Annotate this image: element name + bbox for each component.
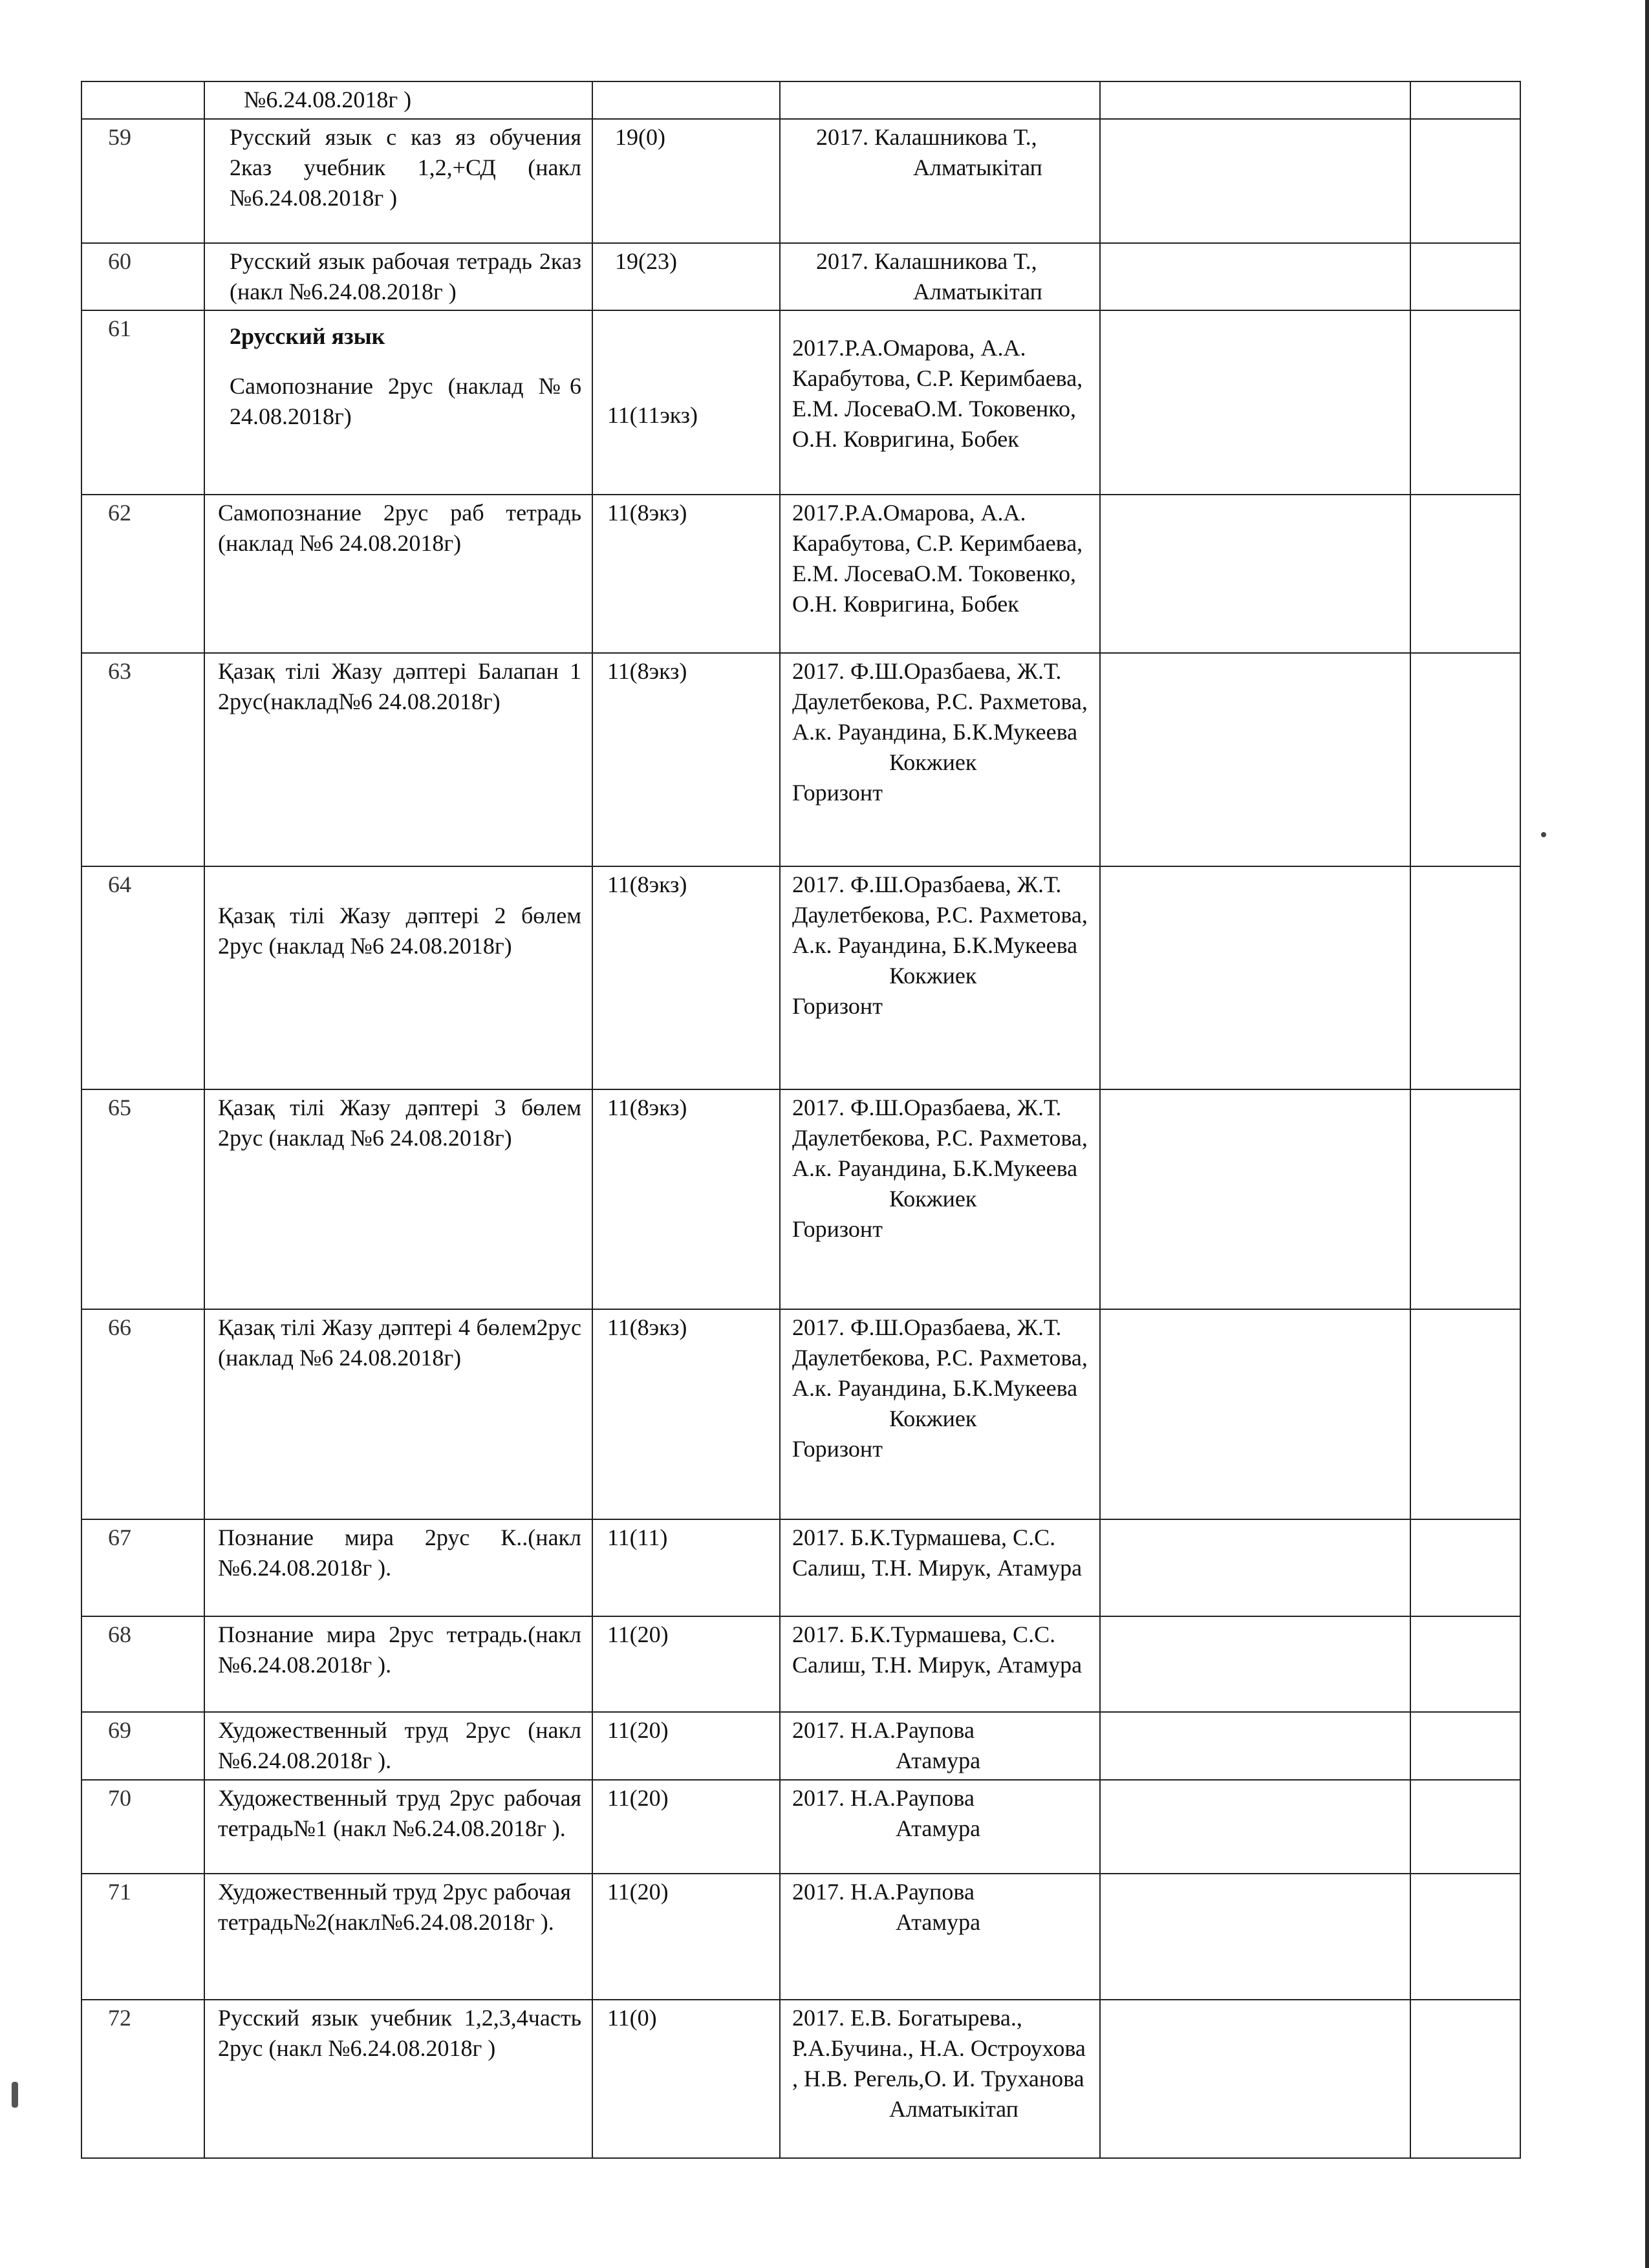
authors-text: 2017. Ф.Ш.Оразбаева, Ж.Т. Даулетбекова, Р.С. Рахметова, А.к. Рауандина, Б.К.Мукеева [792,1314,1088,1401]
cell-empty [1410,2000,1520,2158]
cell-authors [780,1089,1100,1309]
table-row [81,495,1520,653]
table-row [81,1874,1520,2000]
cell-authors: 2017. Б.К.Турмашева, С.С. Салиш, Т.Н. Мирук, Атамура [780,1519,1100,1616]
table-row [81,653,1520,866]
cell-authors [780,119,1100,243]
cell-title: Познание мира 2рус К..(накл №6.24.08.2018г ). [204,1519,592,1616]
authors-text: 2017. Н.А.Раупова [792,1879,975,1905]
cell-authors [780,1712,1100,1780]
cell-empty [1410,1874,1520,2000]
cell-empty [1410,310,1520,495]
publisher-text: Кокжиек [889,1186,977,1212]
scan-speck [1541,832,1546,837]
cell-number: 70 [81,1780,204,1874]
cell-empty [1100,2000,1410,2158]
cell-authors [780,653,1100,866]
cell-number: 64 [81,866,204,1089]
cell-number: 60 [81,243,204,310]
authors-text: 2017. Ф.Ш.Оразбаева, Ж.Т. Даулетбекова, Р.С. Рахметова, А.к. Рауандина, Б.К.Мукеева [792,872,1088,958]
section-subheading: 2русский язык [230,323,385,349]
cell-empty [1100,119,1410,243]
cell-authors [780,1874,1100,2000]
cell-empty [1100,866,1410,1089]
cell-title: Художественный труд 2рус (накл №6.24.08.2018г ). [204,1712,592,1780]
table-row [81,1712,1520,1780]
table-row [81,866,1520,1089]
authors-text: 2017. Калашникова Т., [816,248,1037,274]
publisher-text: Атамура [896,1748,981,1773]
cell-authors [780,866,1100,1089]
cell-number: 72 [81,2000,204,2158]
cell-qty: 11(20) [592,1712,780,1780]
cell-title [204,310,592,495]
cell-empty [1100,1712,1410,1780]
cell-qty: 11(0) [592,2000,780,2158]
publisher-text: Кокжиек [889,1406,977,1431]
cell-empty [1410,653,1520,866]
publisher-text: Атамура [896,1815,981,1841]
publisher-text: Алматыкітап [913,279,1042,305]
cell-empty [1100,310,1410,495]
cell-empty [1410,1616,1520,1712]
authors-text: 2017. Е.В. Богатырева., Р.А.Бучина., Н.А. Остроухова , Н.В. Регель,О. И. Труханова [792,2005,1086,2091]
cell-qty: 11(8экз) [592,653,780,866]
cell-qty: 11(20) [592,1780,780,1874]
cell-empty [1410,1780,1520,1874]
cell-qty: 19(0) [592,119,780,243]
publisher-text-2: Горизонт [792,993,883,1019]
cell-title: Художественный труд 2рус рабочая тетрадь№2(накл№6.24.08.2018г ). [204,1874,592,2000]
table-row [81,1309,1520,1519]
cell-authors [780,243,1100,310]
cell-qty [592,81,780,119]
cell-number: 71 [81,1874,204,2000]
cell-qty: 19(23) [592,243,780,310]
cell-empty [1410,495,1520,653]
cell-title: Қазақ тілі Жазу дәптері 4 бөлем2рус (наклад №6 24.08.2018г) [204,1309,592,1519]
cell-authors [780,81,1100,119]
cell-qty: 11(8экз) [592,1309,780,1519]
cell-authors [780,1780,1100,1874]
cell-title: Самопознание 2рус раб тетрадь (наклад №6 24.08.2018г) [204,495,592,653]
table-row [81,1616,1520,1712]
table-row [81,310,1520,495]
authors-text: 2017. Ф.Ш.Оразбаева, Ж.Т. Даулетбекова, Р.С. Рахметова, А.к. Рауандина, Б.К.Мукеева [792,658,1088,745]
cell-number: 59 [81,119,204,243]
cell-empty [1100,1519,1410,1616]
cell-qty: 11(11) [592,1519,780,1616]
table-row [81,119,1520,243]
cell-empty [1410,81,1520,119]
cell-number: 61 [81,310,204,495]
cell-title [204,81,592,119]
cell-empty [1410,866,1520,1089]
table-row [81,1519,1520,1616]
cell-empty [1100,1089,1410,1309]
publisher-text: Кокжиек [889,749,977,775]
cell-title: Қазақ тілі Жазу дәптері Балапан 1 2рус(наклад№6 24.08.2018г) [204,653,592,866]
authors-text: 2017. Н.А.Раупова [792,1717,975,1743]
cell-number: 65 [81,1089,204,1309]
publisher-text-2: Горизонт [792,1436,883,1462]
scan-speck [12,2082,18,2108]
cell-title: Русский язык с каз яз обучения 2каз учебник 1,2,+СД (накл №6.24.08.2018г ) [204,119,592,243]
cell-authors: 2017.Р.А.Омарова, А.А. Карабутова, С.Р. Керимбаева, Е.М. ЛосеваО.М. Токовенко, О.Н. Ковригина, Бобек [780,495,1100,653]
authors-text: 2017. Ф.Ш.Оразбаева, Ж.Т. Даулетбекова, Р.С. Рахметова, А.к. Рауандина, Б.К.Мукеева [792,1095,1088,1181]
cell-title: Познание мира 2рус тетрадь.(накл №6.24.08.2018г ). [204,1616,592,1712]
table-row [81,1089,1520,1309]
title-text: №6.24.08.2018г ) [244,87,412,112]
title-text: Қазақ тілі Жазу дәптері 2 бөлем 2рус (наклад №6 24.08.2018г) [218,903,581,959]
cell-empty [1410,119,1520,243]
cell-empty [1100,243,1410,310]
scan-edge-right [1645,0,1649,2268]
cell-empty [1410,243,1520,310]
qty-text: 11(11экз) [607,402,698,428]
publisher-text: Атамура [896,1909,981,1935]
publisher-text: Кокжиек [889,963,977,989]
cell-authors: 2017. Б.К.Турмашева, С.С. Салиш, Т.Н. Мирук, Атамура [780,1616,1100,1712]
cell-empty [1100,495,1410,653]
cell-title [204,866,592,1089]
cell-number [81,81,204,119]
cell-qty: 11(20) [592,1616,780,1712]
cell-number: 62 [81,495,204,653]
authors-text: 2017.Р.А.Омарова, А.А. Карабутова, С.Р. Керимбаева, Е.М. ЛосеваО.М. Токовенко, О.Н. Ковригина, Бобек [792,335,1083,452]
cell-number: 66 [81,1309,204,1519]
cell-empty [1100,81,1410,119]
cell-number: 68 [81,1616,204,1712]
cell-qty [592,310,780,495]
publisher-text: Алматыкітап [889,2096,1018,2122]
cell-qty: 11(8экз) [592,1089,780,1309]
authors-text: 2017. Калашникова Т., [816,124,1037,150]
cell-empty [1100,653,1410,866]
cell-number: 69 [81,1712,204,1780]
table-row [81,243,1520,310]
cell-empty [1100,1309,1410,1519]
table-row-continued [81,81,1520,119]
cell-empty [1410,1712,1520,1780]
cell-authors [780,310,1100,495]
cell-title: Русский язык учебник 1,2,3,4часть 2рус (накл №6.24.08.2018г ) [204,2000,592,2158]
cell-title: Художественный труд 2рус рабочая тетрадь№1 (накл №6.24.08.2018г ). [204,1780,592,1874]
publisher-text: Алматыкітап [913,155,1042,180]
cell-empty [1410,1519,1520,1616]
cell-authors [780,2000,1100,2158]
cell-number: 63 [81,653,204,866]
cell-qty: 11(20) [592,1874,780,2000]
cell-empty [1410,1309,1520,1519]
authors-text: 2017. Н.А.Раупова [792,1785,975,1811]
cell-authors [780,1309,1100,1519]
inventory-table [81,81,1521,2159]
title-text: Самопознание 2рус (наклад №6 24.08.2018г) [230,373,581,429]
cell-number: 67 [81,1519,204,1616]
cell-empty [1100,1780,1410,1874]
publisher-text-2: Горизонт [792,780,883,806]
cell-title: Русский язык рабочая тетрадь 2каз (накл №6.24.08.2018г ) [204,243,592,310]
cell-empty [1100,1616,1410,1712]
cell-qty: 11(8экз) [592,495,780,653]
table-row [81,2000,1520,2158]
cell-empty [1410,1089,1520,1309]
publisher-text-2: Горизонт [792,1216,883,1242]
cell-qty: 11(8экз) [592,866,780,1089]
cell-title: Қазақ тілі Жазу дәптері 3 бөлем 2рус (наклад №6 24.08.2018г) [204,1089,592,1309]
table-row [81,1780,1520,1874]
cell-empty [1100,1874,1410,2000]
